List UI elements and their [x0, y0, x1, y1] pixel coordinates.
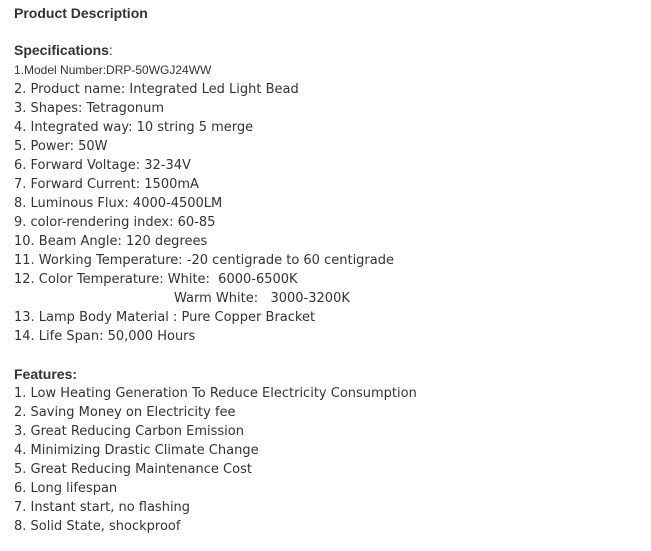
specifications-heading-text: Specifications: [14, 42, 109, 58]
feature-item-saving-money: 2. Saving Money on Electricity fee: [14, 405, 236, 420]
feature-item-maintenance-cost: 5. Great Reducing Maintenance Cost: [14, 462, 252, 477]
feature-item-climate-change: 4. Minimizing Drastic Climate Change: [14, 443, 259, 458]
spec-item-color-temperature-warm-white: Warm White: 3000-3200K: [174, 291, 350, 306]
spec-item-color-rendering-index: 9. color-rendering index: 60-85: [14, 215, 216, 230]
specifications-heading-colon: :: [108, 42, 113, 58]
spec-item-integrated-way: 4. Integrated way: 10 string 5 merge: [14, 120, 254, 135]
spec-item-forward-voltage: 6. Forward Voltage: 32-34V: [14, 158, 191, 173]
feature-item-solid-state: 8. Solid State, shockproof: [14, 519, 181, 534]
spec-item-model-number: 1.Model Number:DRP-50WGJ24WW: [14, 63, 212, 77]
spec-item-beam-angle: 10. Beam Angle: 120 degrees: [14, 234, 208, 249]
spec-item-shapes: 3. Shapes: Tetragonum: [14, 101, 165, 116]
spec-item-color-temperature: 12. Color Temperature: White: 6000-6500K: [14, 272, 298, 287]
page-title: Product Description: [14, 5, 148, 21]
spec-item-power: 5. Power: 50W: [14, 139, 108, 154]
spec-item-luminous-flux: 8. Luminous Flux: 4000-4500LM: [14, 196, 223, 211]
feature-item-carbon-emission: 3. Great Reducing Carbon Emission: [14, 424, 244, 439]
spec-item-product-name: 2. Product name: Integrated Led Light Bead: [14, 82, 299, 97]
spec-item-life-span: 14. Life Span: 50,000 Hours: [14, 329, 196, 344]
spec-item-working-temperature: 11. Working Temperature: -20 centigrade to 60 centigrade: [14, 253, 394, 268]
features-heading: Features:: [14, 366, 78, 382]
specifications-list: [14, 61, 394, 346]
features-list: [14, 384, 417, 536]
spec-item-lamp-body-material: 13. Lamp Body Material : Pure Copper Bracket: [14, 310, 316, 325]
feature-item-low-heating: 1. Low Heating Generation To Reduce Electricity Consumption: [14, 386, 417, 401]
specifications-heading: [14, 42, 113, 58]
feature-item-long-lifespan: 6. Long lifespan: [14, 481, 118, 496]
spec-item-forward-current: 7. Forward Current: 1500mA: [14, 177, 199, 192]
feature-item-instant-start: 7. Instant start, no flashing: [14, 500, 191, 515]
